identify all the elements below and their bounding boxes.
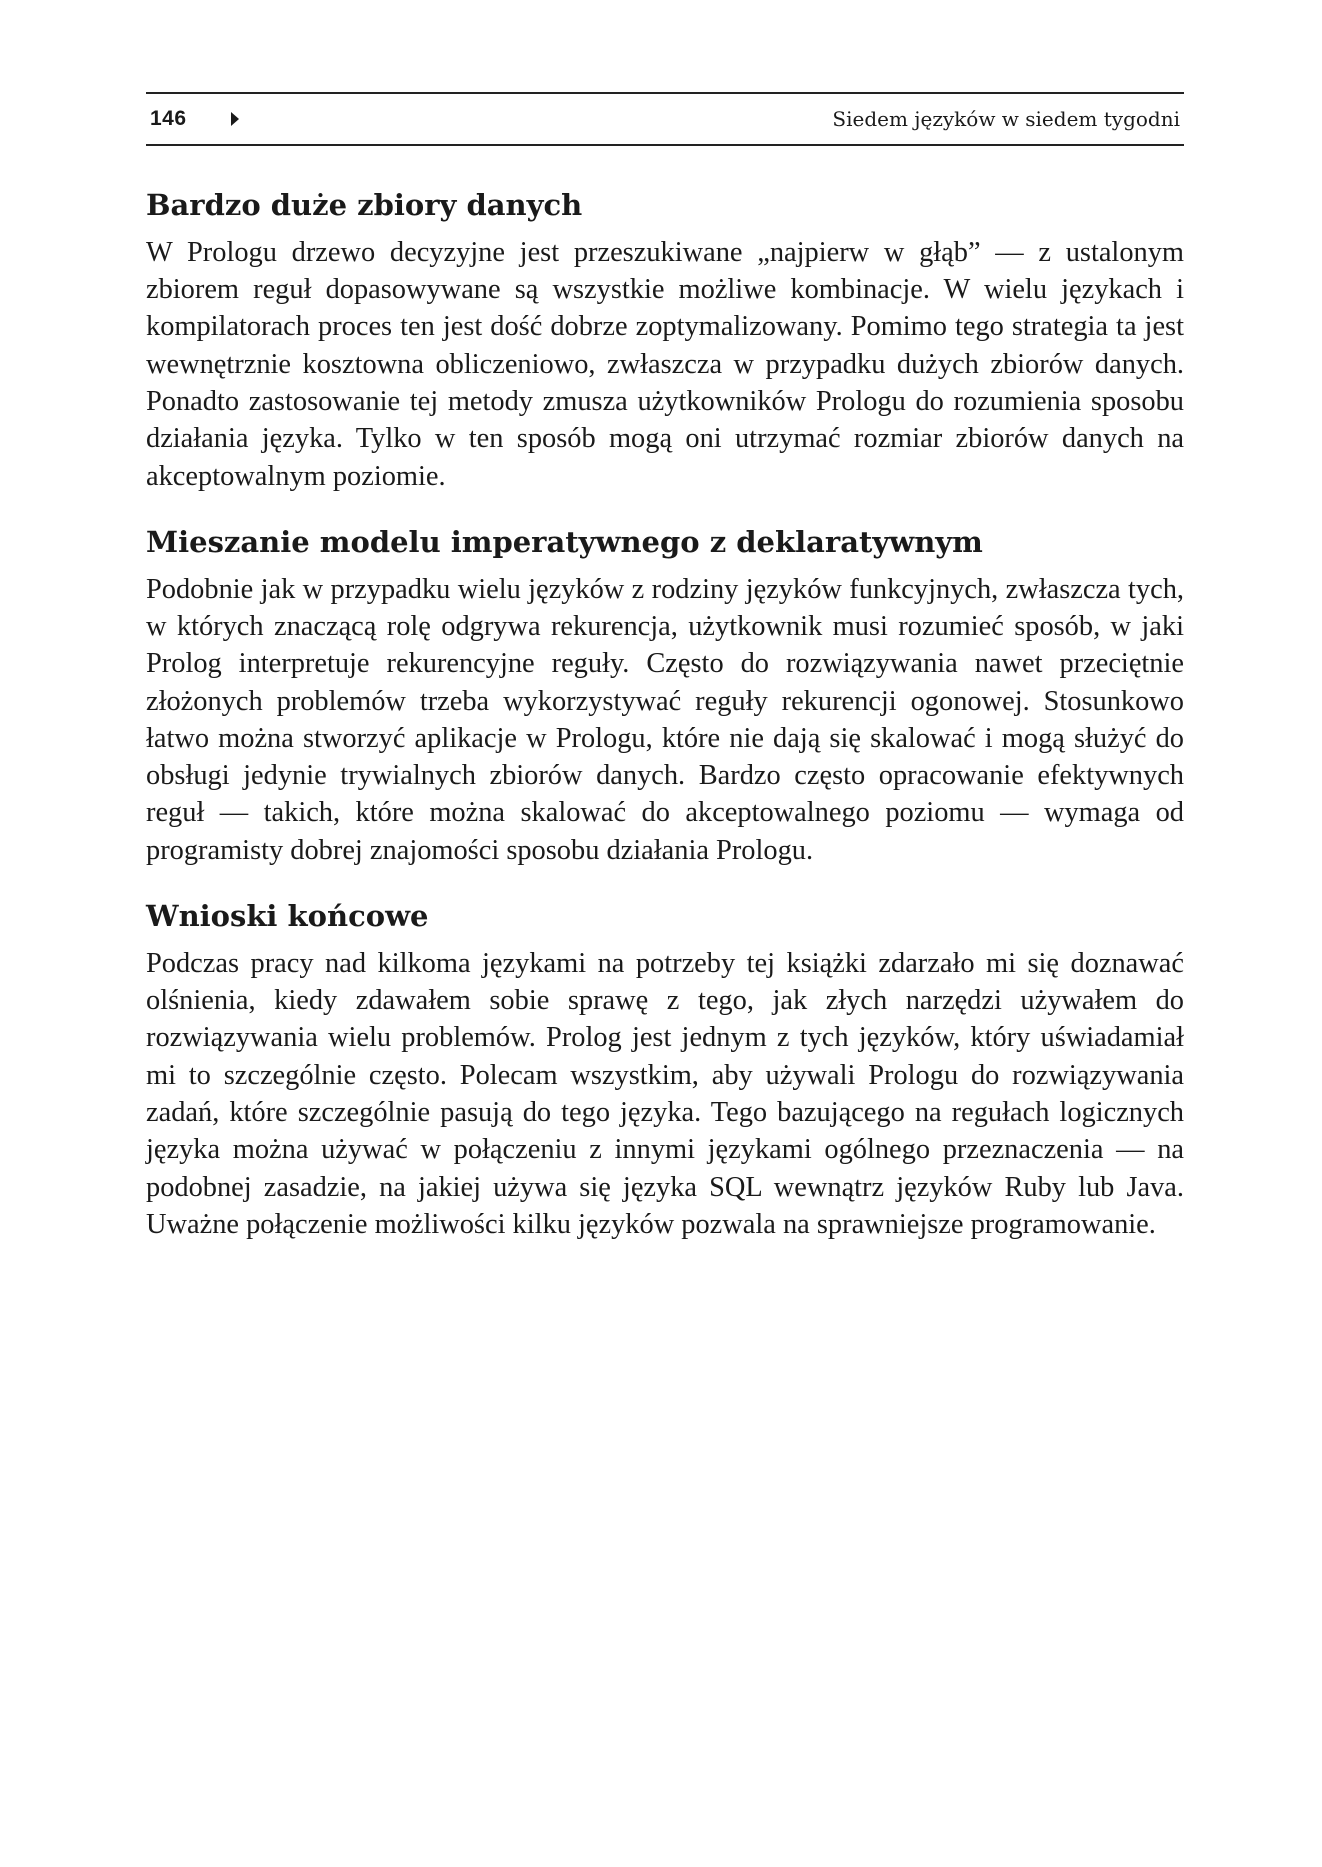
triangle-right-icon <box>231 112 239 126</box>
section-large-datasets <box>146 188 1184 495</box>
section-paragraph: Podczas pracy nad kilkoma językami na potrzeby tej książki zdarzało mi się doznawać olśnienia, kiedy zdawałem sobie sprawę z tego, jak złych narzędzi używałem do rozwiązywania wielu problemów. Prolog jest jednym z tych języków, który uświadamiał mi to szczególnie często. Polecam wszystkim, aby używali Prologu do rozwiązywania zadań, które szczególnie pasują do tego języka. Tego bazującego na regułach logicznych języka można używać w połączeniu z innymi językami ogólnego przeznaczenia — na podobnej zasadzie, na jakiej używa się języka SQL wewnątrz języków Ruby lub Java. Uważne połączenie możliwości kilku języków pozwala na sprawniejsze programowanie. <box>146 947 1184 1240</box>
page-number: 146 <box>150 107 187 130</box>
header-left <box>150 107 239 131</box>
section-heading: Mieszanie modelu imperatywnego z deklaratywnym <box>146 524 983 559</box>
section-heading: Bardzo duże zbiory danych <box>146 188 583 222</box>
book-page <box>146 92 1184 1243</box>
running-header <box>146 92 1184 146</box>
book-title: Siedem języków w siedem tygodni <box>832 107 1180 131</box>
section-paragraph: W Prologu drzewo decyzyjne jest przeszukiwane „najpierw w głąb” — z ustalonym zbiorem reguł dopasowywane są wszystkie możliwe kombinacje. W wielu językach i kompilatorach proces ten jest dość dobrze zoptymalizowany. Pomimo tego strategia ta jest wewnętrznie kosztowna obliczeniowo, zwłaszcza w przypadku dużych zbiorów danych. Ponadto zastosowanie tej metody zmusza użytkowników Prologu do rozumienia sposobu działania języka. Tylko w ten sposób mogą oni utrzymać rozmiar zbiorów danych na akceptowalnym poziomie. <box>146 236 1184 492</box>
section-heading: Wnioski końcowe <box>146 899 429 934</box>
section-conclusions <box>146 899 1184 1243</box>
section-paragraph: Podobnie jak w przypadku wielu języków z rodziny języków funkcyjnych, zwłaszcza tych, w których znaczącą rolę odgrywa rekurencja, użytkownik musi rozumieć sposób, w jaki Prolog interpretuje rekurencyjne reguły. Często do rozwiązywania nawet przeciętnie złożonych problemów trzeba wykorzystywać reguły rekurencji ogonowej. Stosunkowo łatwo można stworzyć aplikacje w Prologu, które nie dają się skalować i mogą służyć do obsługi jedynie trywialnych zbiorów danych. Bardzo często opracowanie efektywnych reguł — takich, które można skalować do akceptowalnego poziomu — wymaga od programisty dobrej znajomości sposobu działania Prologu. <box>146 573 1184 866</box>
section-mixing-models <box>146 525 1184 869</box>
